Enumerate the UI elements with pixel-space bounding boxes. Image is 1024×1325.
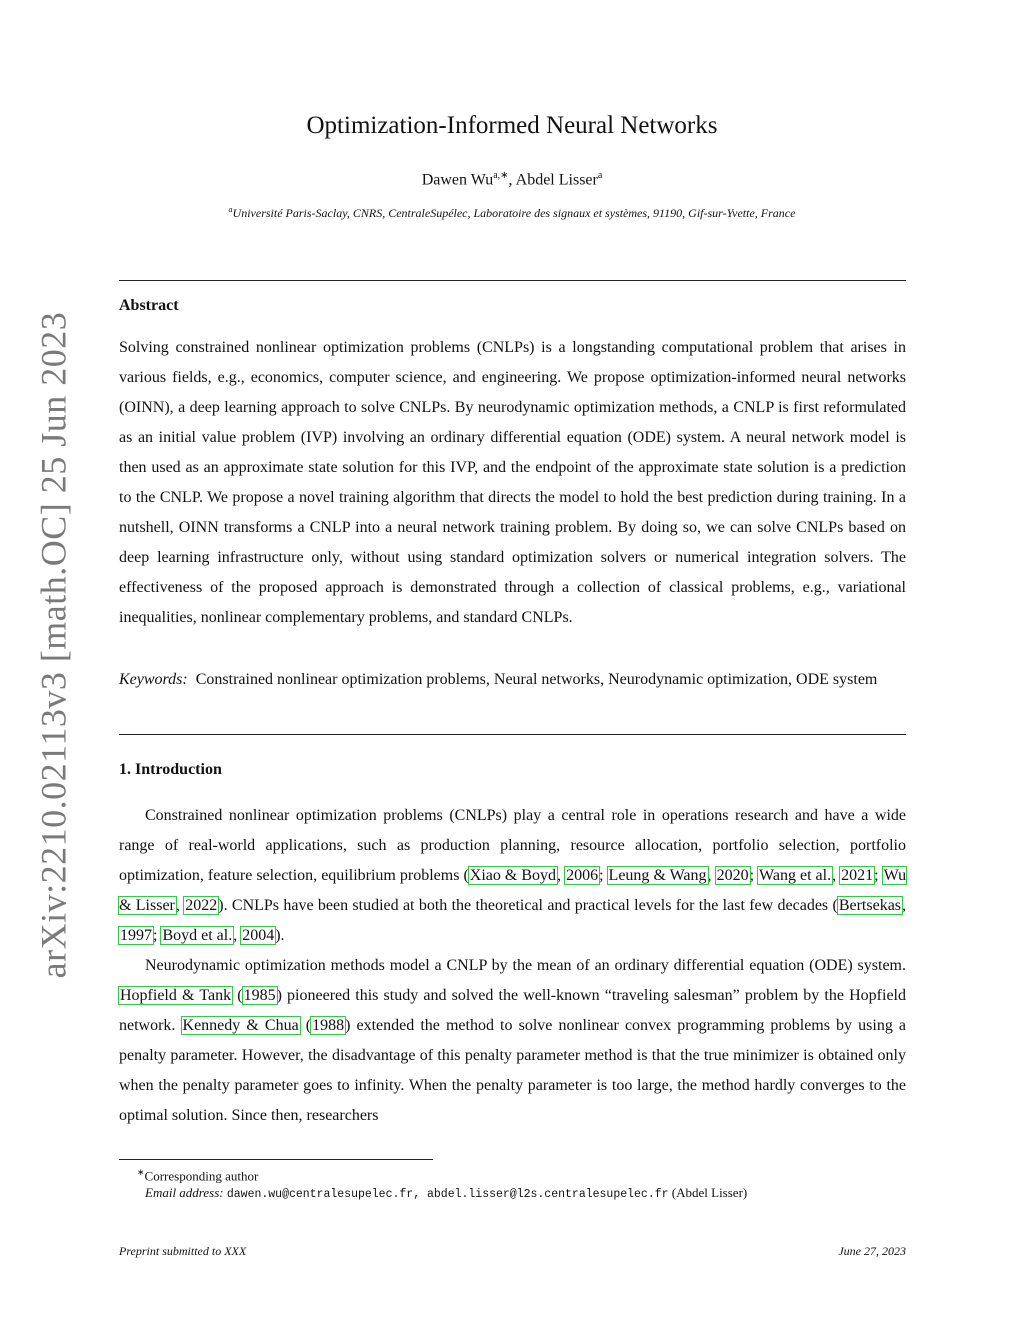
paragraph [119,951,906,1131]
footnote-line [137,1164,937,1184]
text-run: ; [599,867,608,884]
affiliation-mark: a [228,205,233,214]
section-heading-introduction: 1. Introduction [119,761,222,778]
text-run: Constrained nonlinear optimization problems (CNLPs) play a central role in operations research and have a wide range of real-world applications, such as production planning, resource allocation, portfolio selection, portfolio optimization, feature selection, equilibrium problems ( [119,807,906,884]
affiliation [0,205,1024,221]
text-run: ( [299,1017,312,1034]
citation-link[interactable]: 2004 [242,927,275,944]
citation-link[interactable]: 2020 [716,867,749,884]
text-run: Neurodynamic optimization methods model a CNLP by the mean of an ordinary differential equation (ODE) system. [145,957,906,974]
email-label: Email address: [145,1185,224,1201]
paper-title: Optimization-Informed Neural Networks [306,112,718,139]
text-run: ; [874,867,883,884]
citation-link[interactable]: Kennedy & Chua [182,1017,299,1034]
citation-link[interactable]: Xiao & Boyd [469,867,557,884]
citation-link[interactable]: Wang et al. [759,867,832,884]
citation-link[interactable]: 2021 [841,867,874,884]
text-run: ; [153,927,162,944]
citation-link[interactable]: Hopfield & Tank [120,987,232,1004]
text-run: , [175,897,185,914]
abstract-body: Solving constrained nonlinear optimization problems (CNLPs) is a longstanding computational problem that arises in various fields, e.g., economics, computer science, and engineering. We propose optimization-informed neural networks (OINN), a deep learning approach to solve CNLPs. By neurodynamic optimization methods, a CNLP is first reformulated as an initial value problem (IVP) involving an ordinary differential equation (ODE) system. A neural network model is then used as an approximate state solution for this IVP, and the endpoint of the approximate state solution is a prediction to the CNLP. We propose a novel training algorithm that directs the model to hold the best prediction during training. In a nutshell, OINN transforms a CNLP into a neural network training problem. By doing so, we can solve CNLPs based on deep learning infrastructure only, without using standard optimization solvers or numerical integration solvers. The effectiveness of the proposed approach is demonstrated through a collection of classical problems, e.g., variational inequalities, nonlinear complementary problems, and standard CNLPs. [119,339,906,626]
footer-left: Preprint submitted to XXX [119,1244,247,1258]
footnote-mark: ∗ [137,1167,145,1177]
footnote-email-line [137,1184,937,1203]
text-run: ). [275,927,285,944]
arxiv-stamp [8,311,98,979]
arxiv-id: arXiv:2210.02113v3 [math.OC] 25 Jun 2023 [33,311,73,979]
citation-link[interactable]: 1985 [243,987,276,1004]
keywords-text: Constrained nonlinear optimization problems, Neural networks, Neurodynamic optimization, ODE system [195,671,878,688]
text-run: , [233,927,242,944]
author-line [0,170,1024,189]
text-run: , [832,867,841,884]
citation-link[interactable]: Boyd et al. [162,927,233,944]
abstract-bottom-rule [119,734,906,735]
author-mark: a [597,170,603,181]
abstract-top-rule [119,280,906,281]
citation-link[interactable]: Wu & Lisser [119,867,907,914]
text-run: , [557,867,566,884]
affiliation-text: Université Paris-Saclay, CNRS, CentraleSupélec, Laboratoire des signaux et systèmes, 91190, Gif-sur-Yvette, France [232,206,796,220]
abstract-heading: Abstract [119,297,179,314]
text-run: ). CNLPs have been studied at both the theoretical and practical levels for the last few decades ( [218,897,838,914]
text-run: , [707,867,716,884]
email-owner: (Abdel Lisser) [671,1185,748,1201]
footer-right: June 27, 2023 [838,1244,906,1258]
author-name: Abdel Lisser [515,171,598,189]
citation-link[interactable]: 2006 [566,867,599,884]
paragraph [119,801,906,951]
citation-link[interactable]: 2022 [185,897,218,914]
author-separator: , [508,171,516,189]
citation-link[interactable]: 1997 [120,927,152,944]
footnote [137,1164,937,1203]
keywords-label: Keywords: [119,671,188,688]
author-name: Dawen Wu [421,171,494,189]
text-run: ) pioneered this study and solved the well-known “traveling salesman” problem by the Hopfield network. [119,987,907,1034]
citation-link[interactable]: Bertsekas [838,897,902,914]
citation-link[interactable]: 1988 [312,1017,345,1034]
text-run: , [902,897,907,914]
keywords [119,665,906,695]
text-run: ) extended the method to solve nonlinear convex programming problems by using a penalty parameter. However, the disadvantage of this penalty parameter method is that the true minimizer is obtained only when the penalty parameter goes to infinity. When the penalty parameter is too large, the method hardly converges to the optimal solution. Since then, researchers [119,1017,906,1124]
email-addresses[interactable]: dawen.wu@centralesupelec.fr, abdel.lisser@l2s.centralesupelec.fr [226,1188,669,1202]
author-mark: a,∗ [493,170,509,181]
citation-link[interactable]: Leung & Wang [608,867,707,884]
footnote-text: Corresponding author [144,1168,259,1184]
text-run: ; [749,867,759,884]
footnote-rule [119,1159,433,1160]
text-run: ( [232,987,243,1004]
introduction-body [119,801,906,1131]
